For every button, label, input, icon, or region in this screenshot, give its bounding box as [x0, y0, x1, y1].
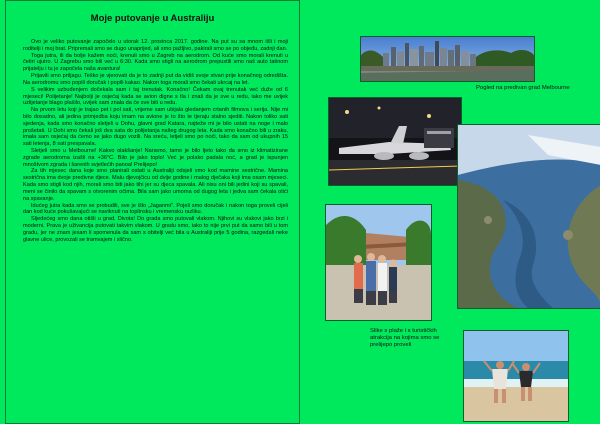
paragraph: Sljedećeg smo dana otišli u grad. Divota! Do grada smo putovali vlakom. Njihovi su vlakovi jako brzi i moderni. Prava je uživancija putovati takvim vlakom. U gradu smo, iako to nije prvi put da samo bili u tom gradu, jer ne znam jesam li spomenula da sam s obitelji već bila u Australiji prije 5 godina, razgedali neke glavne ulice, provozali se tramvajem i slično.	[23, 216, 288, 243]
paragraph: Za tih mjesec dana koje smo planirali ostati u Australiji odsjeli smo kod mamine sestrične. Mamina sestrična ima dvoje predivne djece. Malu djevojčicu od dvije godine i malog dječaka koji ima osam mjeseci. Kada smo stigli kod njih, morali smo biti jako tihi jer su djeca spavala. Ali nisu oni bili jedini koji su spavali, meni se činilo da spavam s otvorenim očima. Bila sam jako umorna od dugog leta i jedva sam čekala otići na spavanje.	[23, 168, 288, 202]
paragraph: Sletjeli smo u Melbourne! Kakvo olakšanje! Naravno, tamo je bilo ljeto tako da smo iz klimatizirane zgrade aerodroma izašli na +36°C. Bilo je jako toplo! Već je polako padala noć, a grad je ispunjen mnoštvom zgrada i šarenih svjetlećih panoa! Prelijepo!	[23, 148, 288, 168]
airport-plane-photo	[328, 97, 462, 186]
melbourne-caption: Pogled na predivan grad Melbourne	[476, 85, 570, 91]
page-title: Moje putovanje u Australiju	[90, 13, 215, 24]
paragraph: Toga jutra, ili da bolje kažem noći, krenuli smo u Zagreb na aerodrom. Od kuće smo morali krenuti u četiri ujutro. U Zagrebu smo bili već u 6:30. Kada smo stigli na aerodrom prepustili smo naš auto tatinom prijatelju i tu je započela naša avantura!	[23, 52, 288, 73]
paragraph: Prijavili smo prtljagu. Teško je vjerovati da je to zadnji put da vidiš svoje stvari prije konačnog odredišta. Na aerodromu smo popili doručak i popili kakao. Nakon toga morali smo čekati ukrcaj na let.	[23, 73, 288, 86]
paragraph: S velikim uzbuđenjem dočekala sam i taj trenutak. Konačno! Čekam ovaj trenutak već duže od 6 mjeseci! Polijetanje! Najbolji je osjećaj kada se avion digne s tla i znaš da je sve u redu, iako me uvijek uzlijetanje blago plašilo, uvijek sam znala da će sve biti u redu.	[23, 86, 288, 107]
melbourne-skyline-photo	[360, 36, 535, 82]
tourist-attraction-photo	[325, 204, 432, 321]
paragraph: Na prvom letu koji je trajao pet i pol sati, vrijeme sam ubijala gledanjem crtanih filmova i serija. Nije mi bilo dosadno, ali jedina primjedba koju imam na avione je to što te tjeraju stalno sjediti. Nakon toliko sati sjedenja, kada smo konačno sletjeli u Dohu, glavni grad Katara, najteže mi je bilo ustati na noge i malo prošetati. U Dohi smo čekali još dva sata do polijetanja našeg drugog leta. Kada smo konačno bili u zraku, imala sam osjećaj da ćemo se jako dugo vozili. Na sreću, letjeli smo po noći, tako da sam od ukupnih 15 sati letenja, 8 sati prespavala.	[23, 107, 288, 148]
story-text	[23, 39, 288, 243]
beach-caption: Slike s plaže i s turističkih atrakcija na kojima smo se prelijepo proveli	[370, 328, 440, 348]
aerial-view-photo	[457, 124, 600, 309]
paragraph: Idućeg jutra kada smo se probudili, sve je išlo „Jaganmi". Pojeli smo doručak i nakon toga proveli cijeli dan kod kuće pokušavajući se naviknuti na toplinsku i vremensku razliku.	[23, 202, 288, 216]
beach-photo	[463, 330, 569, 422]
right-page	[300, 0, 600, 424]
paragraph: Ovo je veliko putovanje započelo u utorak 12. prosinca 2017. godine. Na put su sa mnom išli i moji roditelji i moj brat. Pripremali smo se dugo unaprijed, ali smo pažljivo, pakirali smo se po objeđu, zadnji dan.	[23, 39, 288, 52]
left-page	[5, 0, 300, 424]
